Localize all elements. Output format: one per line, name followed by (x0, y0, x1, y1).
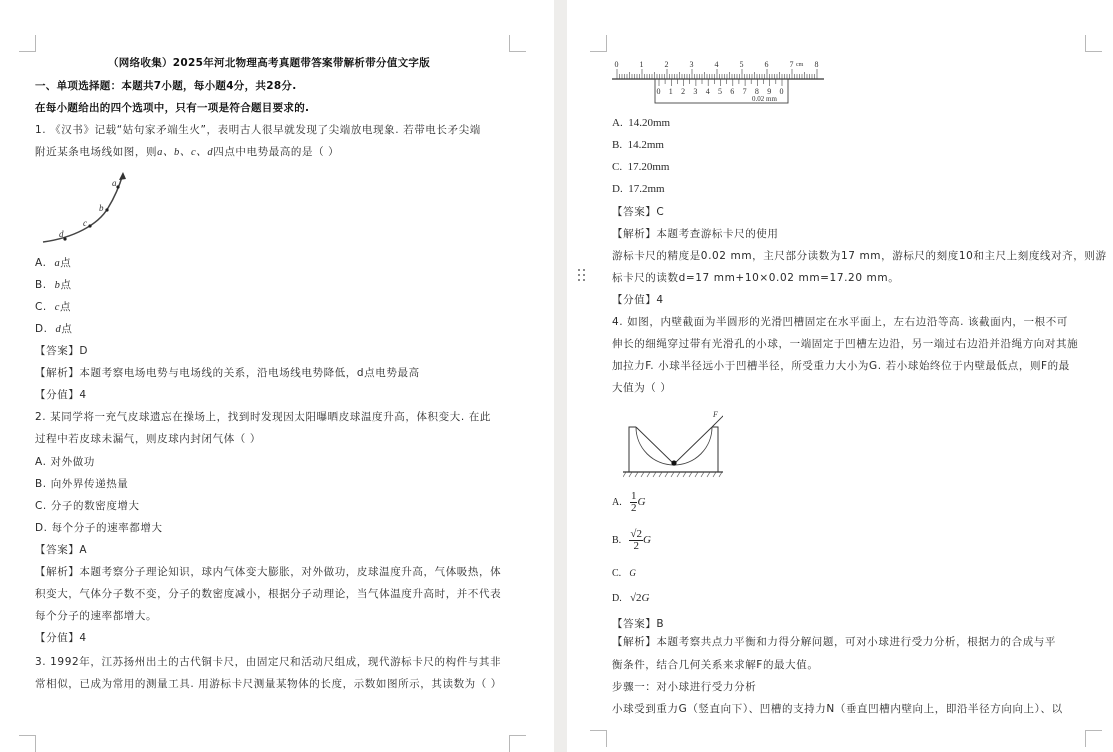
option-variable: b (54, 280, 61, 291)
option-label: A. (35, 456, 47, 468)
svg-text:9: 9 (767, 87, 772, 96)
option-text: 点 (60, 279, 72, 291)
question-4-option-a[interactable] (612, 491, 645, 514)
question-4-option-d[interactable] (612, 592, 649, 604)
question-2-option-c[interactable] (35, 499, 140, 513)
question-2-analysis-line-2: 积变大，气体分子数不变，分子的数密度减小，根据分子动理论，当气体温度升高时，并不代表 (35, 588, 502, 600)
question-2-score: 【分值】4 (35, 632, 87, 644)
option-label: B. (612, 535, 622, 547)
option-radical: √2 (629, 592, 642, 604)
question-2-stem-line-2: 过程中若皮球未漏气，则皮球内封闭气体（ ） (35, 433, 261, 445)
question-2-analysis-line-1: 【解析】本题考察分子理论知识，球内气体变大膨胀，对外做功，皮球温度升高，气体吸热，体 (35, 566, 502, 578)
svg-text:0: 0 (614, 60, 619, 69)
svg-text:2: 2 (664, 60, 669, 69)
question-4-analysis-line-3: 步骤一：对小球进行受力分析 (612, 681, 757, 693)
svg-text:0.02 mm: 0.02 mm (752, 95, 777, 103)
question-4-answer: 【答案】B (612, 618, 665, 630)
section-instruction: 在每小题给出的四个选项中，只有一项是符合题目要求的. (35, 102, 310, 114)
document-title: （网络收集）2025年河北物理高考真题带答案带解析带分值文字版 (108, 57, 431, 69)
margin-corner-mark (590, 35, 607, 52)
question-4-stem-line-2: 伸长的细绳穿过带有光滑孔的小球，一端固定于凹槽左边沿，另一端过右边沿并沿绳方向对其施 (612, 338, 1079, 350)
question-4-analysis-line-4: 小球受到重力G（竖直向下）、凹槽的支持力N（垂直凹槽内壁向上，即沿半径方向向上）、以 (612, 703, 1063, 715)
vernier-caliper-figure (612, 58, 827, 106)
question-3-option-b[interactable] (612, 138, 664, 152)
question-4-option-b[interactable] (612, 529, 651, 552)
stem-text: 四点中电势最高的是（ ） (213, 146, 340, 158)
question-1-option-d[interactable] (35, 322, 72, 337)
svg-text:5: 5 (739, 60, 744, 69)
margin-corner-mark (1085, 35, 1102, 52)
question-1-analysis: 【解析】本题考察电场电势与电场线的关系，沿电场线电势降低，d点电势最高 (35, 367, 420, 379)
svg-text:5: 5 (718, 87, 722, 96)
question-3-analysis-line-2: 游标卡尺的精度是0.02 mm，主尺部分读数为17 mm，游标尺的刻度10和主尺上刻度线对齐，则游 (612, 250, 1107, 262)
question-1-option-c[interactable] (35, 300, 71, 315)
option-symbol: G (629, 568, 636, 578)
option-label: B. (612, 139, 623, 151)
question-4-option-c[interactable] (612, 567, 636, 579)
option-label: D. (612, 593, 622, 604)
option-text: 每个分子的速率都增大 (51, 522, 163, 534)
question-4-stem-line-3: 加拉力F. 小球半径远小于凹槽半径，所受重力大小为G. 若小球始终位于内壁最低点，则F的最 (612, 360, 1070, 372)
question-2-option-d[interactable] (35, 521, 163, 535)
denominator: 2 (630, 502, 637, 514)
option-label: D. (35, 323, 48, 335)
svg-text:4: 4 (714, 60, 719, 69)
question-1-score: 【分值】4 (35, 389, 87, 401)
question-3-option-d[interactable] (612, 182, 665, 196)
option-text: 14.2mm (627, 139, 664, 151)
option-label: D. (35, 522, 48, 534)
question-3-score: 【分值】4 (612, 294, 664, 306)
option-symbol: G (641, 592, 650, 604)
option-text: 分子的数密度增大 (50, 500, 140, 512)
question-3-answer: 【答案】C (612, 206, 665, 218)
svg-text:8: 8 (754, 87, 759, 96)
question-4-analysis-line-2: 衡条件，结合几何关系来求解F的最大值。 (612, 659, 819, 671)
option-text: 17.20mm (627, 161, 670, 173)
margin-corner-mark (509, 735, 526, 752)
option-text: 向外界传递热量 (50, 478, 129, 490)
svg-text:3: 3 (689, 60, 694, 69)
svg-text:b: b (99, 203, 104, 213)
option-symbol: G (642, 534, 651, 547)
section-header: 一、单项选择题：本题共7小题，每小题4分，共28分. (35, 80, 297, 92)
document-page-left (0, 0, 554, 752)
question-1-answer: 【答案】D (35, 345, 89, 357)
svg-text:2: 2 (681, 87, 686, 96)
stem-variables: a、b、c、d (157, 147, 214, 158)
svg-text:1: 1 (668, 87, 673, 96)
option-label: C. (35, 301, 47, 313)
svg-text:6: 6 (730, 87, 735, 96)
svg-text:6: 6 (764, 60, 769, 69)
option-label: C. (35, 500, 47, 512)
option-label: B. (35, 478, 47, 490)
denominator: 2 (633, 540, 639, 552)
option-label: D. (612, 183, 623, 195)
option-variable: a (54, 258, 61, 269)
svg-text:4: 4 (705, 87, 710, 96)
svg-text:7: 7 (789, 60, 794, 69)
margin-corner-mark (1085, 730, 1102, 747)
question-3-stem-line-1: 3. 1992年，江苏扬州出土的古代铜卡尺，由固定尺和活动尺组成，现代游标卡尺的构件与其非 (35, 656, 502, 668)
question-3-option-c[interactable] (612, 160, 669, 174)
stem-text: 附近某条电场线如图，则 (35, 146, 158, 158)
question-2-option-a[interactable] (35, 455, 95, 469)
svg-text:0: 0 (779, 87, 784, 96)
svg-text:7: 7 (742, 87, 747, 96)
svg-text:c: c (83, 218, 87, 228)
svg-text:cm: cm (796, 62, 804, 68)
option-label: C. (612, 161, 623, 173)
svg-text:a: a (112, 178, 117, 188)
svg-text:1: 1 (639, 60, 644, 69)
svg-text:3: 3 (693, 87, 698, 96)
question-1-option-a[interactable] (35, 256, 71, 271)
option-text: 点 (60, 301, 72, 313)
electric-field-line-figure (38, 170, 133, 248)
option-text: 17.2mm (628, 183, 665, 195)
question-2-analysis-line-3: 每个分子的速率都增大。 (35, 610, 158, 622)
option-text: 点 (61, 323, 73, 335)
numerator: √2 (630, 528, 642, 540)
option-symbol: G (637, 496, 646, 509)
question-4-stem-line-1: 4. 如图，内壁截面为半圆形的光滑凹槽固定在水平面上，左右边沿等高. 该截面内，一根不可 (612, 316, 1068, 328)
option-variable: c (54, 302, 61, 313)
option-label: A. (35, 257, 47, 269)
option-variable: d (55, 324, 62, 335)
document-page-right (567, 0, 1113, 752)
question-3-analysis-line-1: 【解析】本题考查游标卡尺的使用 (612, 228, 779, 240)
option-label: C. (612, 568, 622, 579)
option-text: 点 (60, 257, 72, 269)
drag-handle-icon[interactable] (578, 269, 590, 283)
option-label: A. (612, 497, 622, 509)
question-1-stem-line-1: 1. 《汉书》记载“姑句家矛端生火”，表明古人很早就发现了尖端放电现象. 若带电长矛尖端 (35, 124, 481, 136)
svg-text:F: F (713, 410, 718, 419)
question-3-option-a[interactable] (612, 116, 670, 130)
question-4-stem-line-4: 大值为（ ） (612, 382, 672, 394)
margin-corner-mark (19, 35, 36, 52)
page-gap (554, 0, 567, 752)
margin-corner-mark (590, 730, 607, 747)
question-4-analysis-line-1: 【解析】本题考察共点力平衡和力得分解问题，可对小球进行受力分析，根据力的合成与平 (612, 636, 1056, 648)
question-1-stem-line-2 (35, 145, 339, 160)
question-3-stem-line-2: 常相似，已成为常用的测量工具. 用游标卡尺测量某物体的长度，示数如图所示，其读数为（ ） (35, 678, 502, 690)
question-3-analysis-line-3: 标卡尺的读数d=17 mm+10×0.02 mm=17.20 mm。 (612, 272, 900, 284)
question-2-stem-line-1: 2. 某同学将一充气皮球遗忘在操场上，找到时发现因太阳曝晒皮球温度升高，体积变大. 在此 (35, 411, 491, 423)
semicircular-groove-figure (623, 408, 723, 480)
numerator: 1 (630, 490, 637, 502)
question-1-option-b[interactable] (35, 278, 72, 293)
fraction (629, 529, 643, 552)
svg-text:8: 8 (814, 60, 819, 69)
svg-text:0: 0 (656, 87, 661, 96)
option-text: 对外做功 (50, 456, 95, 468)
margin-corner-mark (19, 735, 36, 752)
question-2-option-b[interactable] (35, 477, 128, 491)
margin-corner-mark (509, 35, 526, 52)
option-label: A. (612, 117, 623, 129)
question-2-answer: 【答案】A (35, 544, 88, 556)
option-label: B. (35, 279, 47, 291)
option-text: 14.20mm (628, 117, 671, 129)
svg-text:d: d (59, 229, 64, 239)
